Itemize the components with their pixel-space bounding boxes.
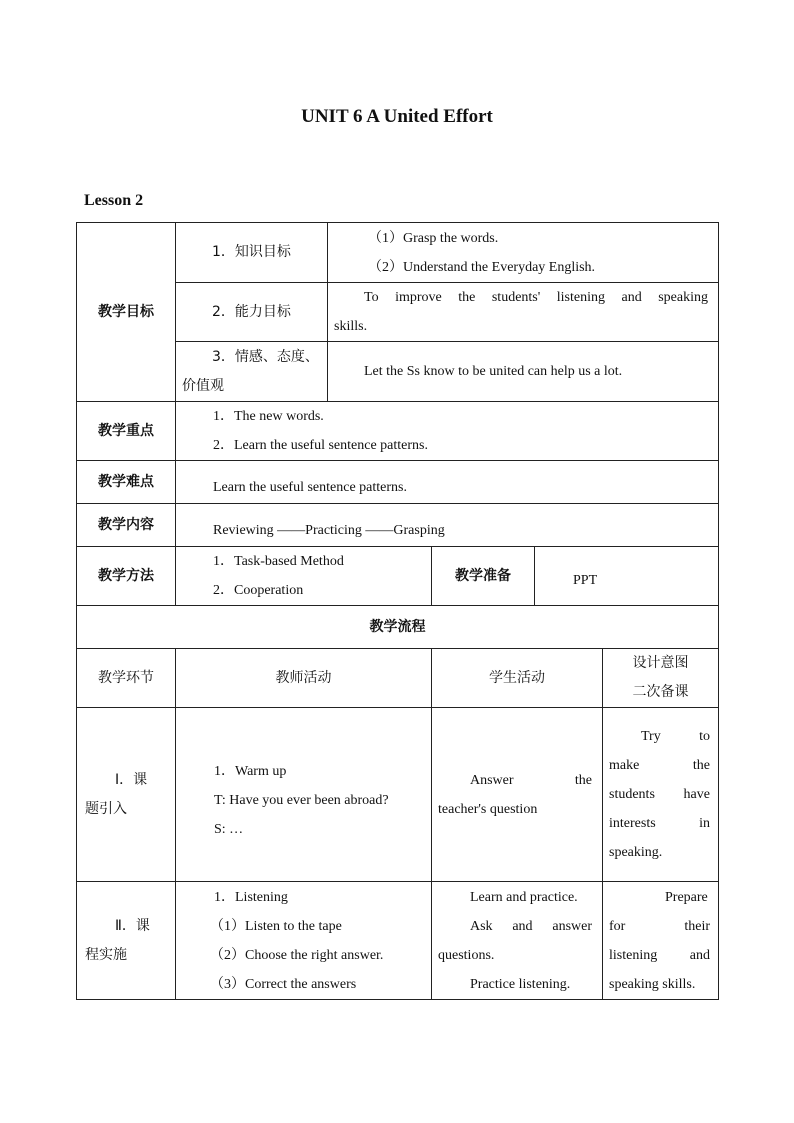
- emotion-text: Let the Ss know to be united can help us a lot.: [328, 342, 719, 402]
- content-header: 教学内容: [77, 504, 176, 547]
- student-line: teacher's question: [438, 801, 538, 817]
- teacher-line: （2）Choose the right answer.: [210, 947, 384, 963]
- process-columns-row: [77, 649, 719, 708]
- design-line: interests in: [609, 816, 710, 831]
- design-line: for their: [609, 918, 710, 934]
- emotion-label: [176, 342, 328, 402]
- methods-row: [77, 547, 719, 606]
- process-row: [77, 708, 719, 882]
- student-line: Practice listening.: [470, 976, 571, 992]
- difficult-points-header: 教学难点: [77, 461, 176, 504]
- knowledge-item: （2）Understand the Everyday English.: [368, 259, 596, 275]
- student-line: questions.: [438, 947, 495, 963]
- design-line: Try to: [641, 729, 710, 744]
- teacher-line: （1）Listen to the tape: [210, 918, 342, 934]
- objectives-header: 教学目标: [77, 223, 176, 402]
- design-line: listening and: [609, 947, 710, 963]
- student-line: Answer the: [470, 772, 592, 788]
- design-line: speaking.: [609, 845, 663, 860]
- col-teacher: 教师活动: [176, 649, 432, 708]
- student-activity: [432, 882, 603, 1000]
- knowledge-label: 1．知识目标: [176, 223, 328, 283]
- design-intent: [603, 882, 719, 1000]
- teacher-line: 1．Warm up: [214, 764, 287, 779]
- col-student: 学生活动: [432, 649, 603, 708]
- col-stage: 教学环节: [77, 649, 176, 708]
- stage-line: Ⅱ．课: [115, 917, 150, 934]
- preparation-header: 教学准备: [432, 547, 535, 606]
- process-header: 教学流程: [77, 606, 719, 649]
- teacher-line: T: Have you ever been abroad?: [214, 793, 389, 808]
- teacher-line: 1．Listening: [214, 889, 288, 905]
- process-header-row: [77, 606, 719, 649]
- student-line: Ask and answer: [470, 918, 592, 934]
- emotion-label-line: 价值观: [182, 377, 224, 394]
- lesson-label: Lesson 2: [84, 192, 144, 209]
- ability-label: 2．能力目标: [176, 283, 328, 342]
- teacher-line: （3）Correct the answers: [210, 976, 357, 992]
- content-text: Reviewing ——Practicing ——Grasping: [176, 504, 719, 547]
- ability-line: skills.: [334, 319, 368, 334]
- col-design: [603, 649, 719, 708]
- method-item: 1．Task-based Method: [213, 554, 344, 569]
- stage-cell: [77, 708, 176, 882]
- teacher-activity: [176, 882, 432, 1000]
- objective-knowledge-row: [77, 223, 719, 283]
- emotion-label-line: 3．情感、态度、: [212, 348, 319, 365]
- stage-line: 程实施: [85, 946, 127, 963]
- key-points-header: 教学重点: [77, 402, 176, 461]
- methods-list: [176, 547, 432, 606]
- difficult-points-text: Learn the useful sentence patterns.: [176, 461, 719, 504]
- knowledge-item: （1）Grasp the words.: [368, 230, 499, 246]
- student-activity: [432, 708, 603, 882]
- preparation-text: PPT: [535, 547, 719, 606]
- lesson-plan-table: [76, 222, 719, 1000]
- process-row: [77, 882, 719, 1000]
- method-item: 2．Cooperation: [213, 583, 304, 598]
- stage-line: Ⅰ．课: [115, 771, 148, 788]
- page-title: UNIT 6 A United Effort: [301, 106, 493, 127]
- student-line: Learn and practice.: [470, 889, 578, 905]
- design-line: make the: [609, 758, 710, 773]
- difficult-points-row: [77, 461, 719, 504]
- col-design-line: 二次备课: [632, 684, 689, 700]
- design-line: students have: [609, 787, 710, 802]
- key-point-item: 1．The new words.: [213, 409, 324, 424]
- design-intent: [603, 708, 719, 882]
- stage-line: 题引入: [85, 800, 127, 817]
- col-design-line: 设计意图: [632, 655, 689, 671]
- design-line: speaking skills.: [609, 976, 696, 992]
- methods-header: 教学方法: [77, 547, 176, 606]
- design-line: Prepare: [665, 889, 708, 905]
- key-points-row: [77, 402, 719, 461]
- knowledge-items: [328, 223, 719, 283]
- ability-text: [328, 283, 719, 342]
- ability-line: To improve the students' listening and speaking: [364, 290, 708, 305]
- teacher-line: S: …: [214, 822, 244, 837]
- key-points-list: [176, 402, 719, 461]
- content-row: [77, 504, 719, 547]
- stage-cell: [77, 882, 176, 1000]
- teacher-activity: [176, 708, 432, 882]
- key-point-item: 2．Learn the useful sentence patterns.: [213, 438, 428, 453]
